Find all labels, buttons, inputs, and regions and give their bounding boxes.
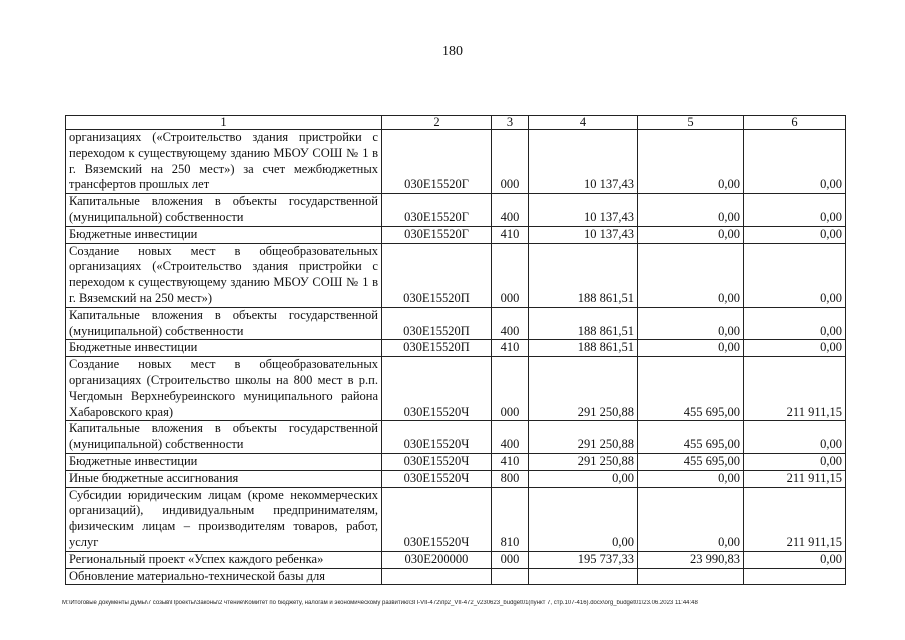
row-name: Создание новых мест в общеобразовательных организациях (Строительство школы на 800 мест в р.п. Чегдомын Верхнебуреинского муниципального района Хабаровского края) xyxy=(66,357,382,421)
row-expense-type: 400 xyxy=(492,194,529,227)
row-value-6: 211 911,15 xyxy=(744,357,846,421)
row-name: Обновление материально-технической базы для xyxy=(66,568,382,585)
row-value-6: 0,00 xyxy=(744,243,846,307)
column-header-6: 6 xyxy=(744,116,846,130)
row-value-5: 0,00 xyxy=(638,340,744,357)
row-value-6: 0,00 xyxy=(744,194,846,227)
table-row xyxy=(66,357,846,421)
row-code: 030Е15520Г xyxy=(382,194,492,227)
table-row xyxy=(66,421,846,454)
row-value-5: 0,00 xyxy=(638,307,744,340)
table-row xyxy=(66,243,846,307)
row-value-4: 0,00 xyxy=(529,487,638,551)
row-expense-type: 000 xyxy=(492,357,529,421)
table-row xyxy=(66,194,846,227)
row-name: Создание новых мест в общеобразовательных организациях («Строительство здания пристройки с переходом к существующему зданию МБОУ СОШ № 1 в г. Вяземский на 250 мест») xyxy=(66,243,382,307)
column-header-1: 1 xyxy=(66,116,382,130)
budget-table xyxy=(65,115,846,585)
row-value-4: 10 137,43 xyxy=(529,194,638,227)
row-value-5: 0,00 xyxy=(638,194,744,227)
column-header-4: 4 xyxy=(529,116,638,130)
row-expense-type: 410 xyxy=(492,453,529,470)
row-value-5: 23 990,83 xyxy=(638,551,744,568)
table-row xyxy=(66,340,846,357)
row-name: Бюджетные инвестиции xyxy=(66,226,382,243)
row-name: Капитальные вложения в объекты государственной (муниципальной) собственности xyxy=(66,307,382,340)
row-code: 030Е200000 xyxy=(382,551,492,568)
row-expense-type: 800 xyxy=(492,470,529,487)
row-expense-type: 400 xyxy=(492,421,529,454)
table-row xyxy=(66,226,846,243)
row-code: 030Е15520П xyxy=(382,307,492,340)
row-value-5: 0,00 xyxy=(638,226,744,243)
row-code: 030Е15520Ч xyxy=(382,487,492,551)
row-code: 030Е15520Г xyxy=(382,226,492,243)
row-value-4: 291 250,88 xyxy=(529,421,638,454)
row-name: Капитальные вложения в объекты государственной (муниципальной) собственности xyxy=(66,194,382,227)
row-value-4: 10 137,43 xyxy=(529,130,638,194)
table-row xyxy=(66,568,846,585)
row-value-6: 0,00 xyxy=(744,421,846,454)
row-expense-type: 400 xyxy=(492,307,529,340)
row-code: 030Е15520Ч xyxy=(382,453,492,470)
row-value-4: 291 250,88 xyxy=(529,453,638,470)
table-row xyxy=(66,470,846,487)
row-value-6: 0,00 xyxy=(744,130,846,194)
row-value-4: 291 250,88 xyxy=(529,357,638,421)
row-value-5: 0,00 xyxy=(638,243,744,307)
row-code: 030Е15520Ч xyxy=(382,421,492,454)
row-value-5: 455 695,00 xyxy=(638,453,744,470)
column-header-5: 5 xyxy=(638,116,744,130)
row-value-4: 0,00 xyxy=(529,470,638,487)
row-expense-type: 810 xyxy=(492,487,529,551)
table-row xyxy=(66,307,846,340)
row-expense-type: 410 xyxy=(492,340,529,357)
row-name: Капитальные вложения в объекты государственной (муниципальной) собственности xyxy=(66,421,382,454)
page-number: 180 xyxy=(442,44,463,59)
row-value-6: 0,00 xyxy=(744,307,846,340)
row-value-6: 0,00 xyxy=(744,226,846,243)
row-expense-type: 000 xyxy=(492,551,529,568)
column-header-3: 3 xyxy=(492,116,529,130)
row-value-4: 195 737,33 xyxy=(529,551,638,568)
table-row xyxy=(66,453,846,470)
row-value-6: 211 911,15 xyxy=(744,470,846,487)
file-path-footer: M:\Итоговые документы Думы\7 созыв\Проекты\Законы\2 чтение\Комитет по бюджету, налогам и экономическому развитию\ЗП-VII-472\пр2_VII-472_v230623_budget01(пункт 7, стр.107-416).docx\org_budget01\23.06.2023 11:44:48 xyxy=(62,600,698,606)
row-value-6 xyxy=(744,568,846,585)
table-row xyxy=(66,551,846,568)
row-code: 030Е15520Г xyxy=(382,130,492,194)
row-value-5: 0,00 xyxy=(638,130,744,194)
row-name: Субсидии юридическим лицам (кроме некоммерческих организаций), индивидуальным предпринимателям, физическим лицам – производителям товаров, работ, услуг xyxy=(66,487,382,551)
row-value-6: 0,00 xyxy=(744,453,846,470)
row-code: 030Е15520Ч xyxy=(382,357,492,421)
row-value-6: 0,00 xyxy=(744,340,846,357)
row-code xyxy=(382,568,492,585)
row-value-5: 455 695,00 xyxy=(638,421,744,454)
row-value-5: 455 695,00 xyxy=(638,357,744,421)
row-name: Бюджетные инвестиции xyxy=(66,453,382,470)
column-header-2: 2 xyxy=(382,116,492,130)
row-expense-type: 000 xyxy=(492,130,529,194)
row-code: 030Е15520П xyxy=(382,340,492,357)
row-code: 030Е15520П xyxy=(382,243,492,307)
table-row xyxy=(66,130,846,194)
row-value-4: 188 861,51 xyxy=(529,307,638,340)
row-value-5: 0,00 xyxy=(638,470,744,487)
row-expense-type: 410 xyxy=(492,226,529,243)
header-row xyxy=(66,116,846,130)
row-name: Бюджетные инвестиции xyxy=(66,340,382,357)
row-value-4 xyxy=(529,568,638,585)
row-value-4: 10 137,43 xyxy=(529,226,638,243)
row-name: организациях («Строительство здания пристройки с переходом к существующему зданию МБОУ СОШ № 1 в г. Вяземский на 250 мест») за счет межбюджетных трансфертов прошлых лет xyxy=(66,130,382,194)
row-value-4: 188 861,51 xyxy=(529,243,638,307)
row-name: Иные бюджетные ассигнования xyxy=(66,470,382,487)
row-value-5: 0,00 xyxy=(638,487,744,551)
table-row xyxy=(66,487,846,551)
row-value-4: 188 861,51 xyxy=(529,340,638,357)
row-value-6: 211 911,15 xyxy=(744,487,846,551)
row-value-5 xyxy=(638,568,744,585)
row-value-6: 0,00 xyxy=(744,551,846,568)
row-name: Региональный проект «Успех каждого ребенка» xyxy=(66,551,382,568)
row-expense-type xyxy=(492,568,529,585)
row-expense-type: 000 xyxy=(492,243,529,307)
row-code: 030Е15520Ч xyxy=(382,470,492,487)
